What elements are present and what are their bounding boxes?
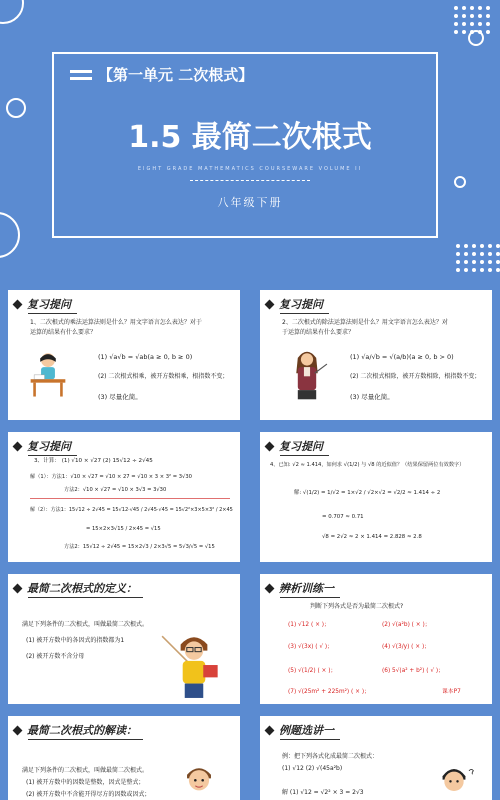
red-divider: [30, 498, 230, 499]
diamond-icon: [265, 299, 275, 309]
slide-header: [14, 580, 137, 596]
slide-thumbnail-5[interactable]: [8, 574, 240, 704]
exercise-item-5: (5) √(1/2) ( × )；: [288, 668, 337, 674]
slide-header: [14, 722, 137, 738]
teacher-with-pointer-illustration: [158, 628, 230, 700]
slide-header-text: 复习提问: [27, 440, 71, 453]
diamond-icon: [13, 725, 23, 735]
exercise-item-3: (3) √(3x) ( √ )；: [288, 644, 333, 650]
slide-header: [14, 296, 71, 312]
slide-header-text: 复习提问: [279, 298, 323, 311]
subtitle-english: EIGHT GRADE MATHEMATICS COURSEWARE VOLUME II: [137, 166, 363, 172]
solution-line-2: = 0.707 ≈ 0.71: [322, 514, 364, 520]
condition-1: (1) 被开方数中的各因式的指数都为1: [26, 637, 125, 644]
interpretation-1: (1) 被开方数中的因数是整数，因式是整式；: [26, 779, 145, 786]
exercise-question: 判断下列各式是否为最简二次根式?: [310, 603, 404, 610]
decor-ring-small: [454, 176, 466, 188]
example-solution-1: 解 (1) √12 = √2² × 3 = 2√3: [282, 789, 364, 796]
interpretation-intro: 满足下列条件的二次根式，叫做最简二次根式。: [22, 767, 149, 774]
slide-header-text: 最简二次根式的解读：: [27, 724, 137, 737]
slide-thumbnail-8[interactable]: [260, 716, 492, 800]
unit-label-text: 【第一单元 二次根式】: [98, 66, 254, 84]
answer-3: (3) 尽量化简。: [98, 393, 142, 401]
solution-line-3: √8 = 2√2 ≈ 2 × 1.414 = 2.828 ≈ 2.8: [322, 534, 422, 540]
teacher-at-desk-illustration: [22, 348, 74, 400]
slide-header-text: 复习提问: [27, 298, 71, 311]
answer-3: (3) 尽量化简。: [350, 393, 394, 401]
slide-thumbnail-7[interactable]: [8, 716, 240, 800]
bracket-lines-icon: [70, 70, 92, 80]
page-title: 1.5 最简二次根式: [128, 120, 372, 155]
title-slide[interactable]: [0, 0, 500, 282]
decor-dot-grid: [456, 244, 500, 272]
diamond-icon: [265, 583, 275, 593]
answer-1: (1) √a√b = √ab(a ≥ 0, b ≥ 0): [98, 353, 193, 361]
diamond-icon: [13, 441, 23, 451]
diamond-icon: [265, 441, 275, 451]
exercise-item-7: (7) √(25m² + 225m²) ( × )；: [288, 689, 370, 695]
solution-line-3: 解（2）：方法1：15√12 ÷ 2√45 = 15√12·√45 / 2√45·√45 = 15√2²×3×5×3² / 2×45: [30, 507, 233, 513]
slide-header-text: 最简二次根式的定义：: [27, 582, 137, 595]
solution-line-4: = 15×2×3√15 / 2×45 = √15: [86, 526, 161, 532]
slide-header: [266, 438, 323, 454]
exercise-item-4: (4) √(3/y) ( × )；: [382, 644, 431, 650]
question-line-1: 2、二次根式的除法运算法则是什么？用文字语言怎么表达？对: [282, 319, 448, 326]
definition-intro: 满足下列条件的二次根式，叫做最简二次根式。: [22, 621, 149, 628]
question-line-2: 运算的结果有什么要求？: [30, 329, 97, 336]
exercise-item-6: (6) 5√(a² + b²) ( √ )；: [382, 668, 444, 674]
textbook-reference: 课本P7: [442, 689, 461, 695]
slide-thumbnail-4[interactable]: [260, 432, 492, 562]
solution-line-1: 解: √(1/2) = 1/√2 = 1×√2 / √2×√2 = √2/2 ≈ 1.414 ÷ 2: [294, 490, 441, 496]
interpretation-2: (2) 被开方数中不含能开得尽方的因数或因式；: [26, 791, 151, 798]
diamond-icon: [13, 583, 23, 593]
solution-line-1: 解（1）：方法1：√10 × √27 = √10 × 27 = √10 × 3 × 3² = 3√30: [30, 474, 192, 480]
answer-2: (2) 二次根式相除，被开方数相除，根指数不变；: [350, 373, 481, 380]
slide-header-text: 复习提问: [279, 440, 323, 453]
condition-2: (2) 被开方数不含分母: [26, 653, 85, 660]
decor-ring-left: [0, 212, 20, 258]
slide-thumbnail-3[interactable]: [8, 432, 240, 562]
unit-label: [70, 66, 360, 84]
slide-thumbnail-1[interactable]: [8, 290, 240, 420]
slide-header-text: 辨析训练一: [279, 582, 334, 595]
slide-header: [14, 438, 71, 454]
slide-thumbnail-2[interactable]: [260, 290, 492, 420]
dashed-divider: [190, 180, 310, 181]
teacher-with-book-illustration: [284, 344, 330, 404]
slide-header-text: 例题选讲一: [279, 724, 334, 737]
answer-2: (2) 二次根式相乘，被开方数相乘，根指数不变；: [98, 373, 229, 380]
example-question: 例：把下列各式化成最简二次根式：: [282, 753, 379, 760]
question-line-2: 于运算的结果有什么要求？: [282, 329, 355, 336]
exercise-item-2: (2) √(a²b) ( × )；: [382, 622, 431, 628]
grade-label: 八年级下册: [217, 196, 283, 209]
answer-1: (1) √a/√b = √(a/b)(a ≥ 0, b > 0): [350, 353, 454, 361]
slide-thumbnail-6[interactable]: [260, 574, 492, 704]
slide-header: [266, 580, 334, 596]
example-items: (1) √12 (2) √(45a²b): [282, 765, 343, 772]
student-boy-illustration: [176, 760, 222, 800]
decor-ring-top-left: [0, 0, 24, 24]
diamond-icon: [13, 299, 23, 309]
decor-dot-grid: [454, 6, 490, 34]
thinking-boy-illustration: [432, 762, 476, 800]
slide-header: [266, 296, 323, 312]
exercise-item-1: (1) √12 ( × )；: [288, 622, 330, 628]
question-line-1: 1、二次根式的乘法运算法则是什么？用文字语言怎么表达？对于: [30, 319, 202, 326]
question-text: 3、计算： (1) √10 × √27 (2) 15√12 ÷ 2√45: [34, 458, 153, 464]
diamond-icon: [265, 725, 275, 735]
solution-line-5: 方法2：15√12 ÷ 2√45 = 15×2√3 / 2×3√5 = 5√3/√5 = √15: [64, 544, 215, 550]
solution-line-2: 方法2：√10 × √27 = √10 × 3√3 = 3√30: [64, 487, 167, 493]
slide-header: [266, 722, 334, 738]
question-text: 4、已知: √2 ≈ 1.414，如何求 √(1/2) 与 √8 的近似值？（结果保留两位有效数字）: [270, 462, 465, 468]
